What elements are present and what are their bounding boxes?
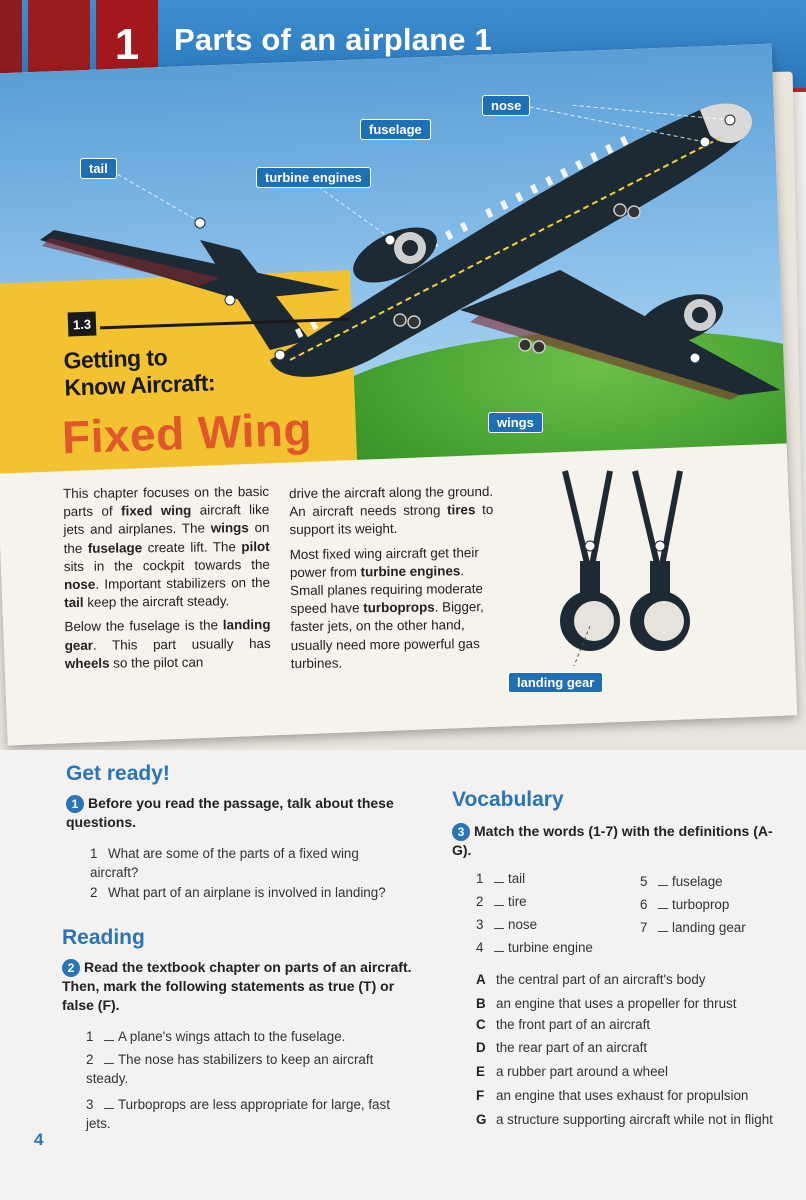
book-text-column-2 [289, 483, 495, 679]
answer-blank[interactable] [494, 928, 504, 929]
book-text-column-1 [63, 483, 271, 679]
get-ready-heading: Get ready! [66, 762, 170, 785]
definition-item [476, 1112, 773, 1127]
label-turbine-engines: turbine engines [256, 167, 371, 188]
label-fuselage: fuselage [360, 119, 431, 140]
vocab-word [476, 869, 525, 888]
definition-text: the front part of an aircraft [496, 1017, 651, 1032]
item-number: 6 [640, 897, 648, 912]
bold-term: nose [63, 576, 96, 593]
definition-text: a structure supporting aircraft while not in flight [496, 1112, 773, 1127]
text-run: create lift. The [142, 538, 242, 555]
item-text: tire [508, 894, 527, 909]
question-number: 1 [66, 795, 84, 813]
true-false-item [86, 1027, 426, 1046]
section-heading-line2: Know Aircraft: [64, 369, 216, 401]
vocab-word [640, 895, 729, 914]
text-run: keep the aircraft steady. [83, 593, 230, 611]
book-paragraph [289, 483, 494, 540]
item-number: 7 [640, 920, 648, 935]
chapter-title: Fixed Wing [61, 402, 313, 464]
answer-blank[interactable] [494, 905, 504, 906]
page-number: 4 [34, 1130, 44, 1149]
definition-item [476, 1040, 647, 1055]
definition-item [476, 1064, 668, 1079]
item-number: 2 [86, 1052, 94, 1067]
bold-term: tires [447, 502, 476, 518]
bold-term: turboprops [363, 599, 435, 616]
question-number: 3 [452, 823, 470, 841]
item-number: 2 [90, 885, 98, 900]
item-text: tail [508, 871, 526, 886]
answer-blank[interactable] [658, 908, 668, 909]
answer-blank[interactable] [494, 951, 504, 952]
vocab-word [640, 872, 723, 891]
definition-text: an engine that uses exhaust for propulsion [496, 1088, 749, 1103]
definition-letter: A [476, 972, 486, 987]
answer-blank[interactable] [494, 882, 504, 883]
text-run: . This part usually has [92, 635, 271, 653]
definition-item [476, 1017, 650, 1032]
page-title: Parts of an airplane 1 [174, 22, 492, 57]
item-number: 1 [476, 871, 484, 886]
bold-term: fuselage [87, 539, 143, 556]
definition-letter: D [476, 1040, 486, 1055]
item-number: 3 [86, 1097, 94, 1112]
item-text: The nose has stabilizers to keep an aircraft steady. [86, 1052, 374, 1086]
item-number: 1 [90, 846, 98, 861]
definition-letter: C [476, 1017, 486, 1032]
definition-letter: B [476, 996, 486, 1011]
question-number: 2 [62, 959, 80, 977]
vocab-word [640, 918, 746, 937]
text-run: . Important stabilizers on the [95, 574, 271, 592]
label-wings: wings [488, 412, 543, 433]
section-badge: 1.3 [68, 312, 97, 337]
vocabulary-heading: Vocabulary [452, 788, 564, 811]
bold-term: wings [210, 520, 249, 536]
question-3 [452, 822, 792, 860]
item-number: 3 [476, 917, 484, 932]
section-heading-line1: Getting to [63, 344, 168, 374]
text-run: aircraft like jets and airplanes. The [63, 502, 270, 538]
definition-letter: E [476, 1064, 485, 1079]
definition-item [476, 996, 736, 1011]
definition-item [476, 1088, 748, 1103]
item-text: nose [508, 917, 538, 932]
text-run: so the pilot can [109, 654, 204, 671]
text-run: to support its weight. [289, 502, 494, 538]
true-false-item [86, 1050, 416, 1088]
question-1 [66, 794, 406, 832]
answer-blank[interactable] [658, 931, 668, 932]
question-2 [62, 958, 412, 1015]
label-nose: nose [482, 95, 530, 116]
item-text: turboprop [672, 897, 730, 912]
item-text: landing gear [672, 920, 746, 935]
item-number: 1 [86, 1029, 94, 1044]
text-run: . Bigger, faster jets, on the other hand, usually need more powerful gas turbines. [290, 599, 484, 671]
vocab-word [476, 892, 527, 911]
definition-item [476, 972, 705, 987]
vocab-word [476, 938, 593, 957]
unit-number: 1 [96, 0, 158, 108]
item-text: What are some of the parts of a fixed wing aircraft? [90, 846, 359, 880]
reading-heading: Reading [62, 926, 145, 949]
definition-text: the central part of an aircraft's body [496, 972, 706, 987]
section-heading [63, 342, 215, 401]
landing-gear-illustration [520, 466, 720, 666]
text-run: drive the aircraft along the ground. An aircraft needs strong [289, 483, 494, 520]
bold-term: wheels [64, 655, 110, 671]
bold-term: turbine engines [360, 563, 461, 580]
bold-term: landing gear [64, 617, 271, 653]
text-run: Below the fuselage is the [64, 617, 223, 635]
bold-term: tail [64, 595, 84, 611]
definition-letter: G [476, 1112, 487, 1127]
definition-text: the rear part of an aircraft [496, 1040, 648, 1055]
answer-blank[interactable] [104, 1063, 114, 1064]
book-paragraph [290, 544, 495, 674]
item-number: 2 [476, 894, 484, 909]
answer-blank[interactable] [658, 885, 668, 886]
book-paragraph [64, 616, 271, 673]
definition-text: an engine that uses a propeller for thrust [496, 996, 737, 1011]
list-item [90, 883, 420, 902]
true-false-item [86, 1095, 416, 1133]
question-text: Before you read the passage, talk about these questions. [66, 795, 394, 830]
vocab-word [476, 915, 537, 934]
answer-blank[interactable] [104, 1108, 114, 1109]
item-text: A plane's wings attach to the fuselage. [118, 1029, 346, 1044]
question-text: Match the words (1-7) with the definitions (A-G). [452, 823, 773, 858]
book-paragraph [63, 483, 270, 613]
list-item [90, 844, 410, 882]
text-run: Most fixed wing aircraft get their power from [289, 544, 479, 580]
text-run: This chapter focuses on the basic parts of [63, 483, 270, 520]
item-number: 5 [640, 874, 648, 889]
text-run: on the [63, 520, 270, 556]
item-number: 4 [476, 940, 484, 955]
item-text: turbine engine [508, 940, 593, 955]
item-text: Turboprops are less appropriate for large, fast jets. [86, 1097, 390, 1131]
item-text: fuselage [672, 874, 723, 889]
answer-blank[interactable] [104, 1040, 114, 1041]
label-landing-gear: landing gear [508, 672, 603, 693]
text-run: sits in the cockpit towards the [63, 556, 270, 574]
label-tail: tail [80, 158, 117, 179]
bold-term: fixed wing [121, 502, 192, 519]
definition-text: a rubber part around a wheel [496, 1064, 668, 1079]
definition-letter: F [476, 1088, 485, 1103]
text-run: . Small planes requiring moderate speed have [290, 563, 483, 617]
item-text: What part of an airplane is involved in landing? [108, 885, 386, 900]
bold-term: pilot [241, 538, 270, 554]
question-text: Read the textbook chapter on parts of an aircraft. Then, mark the following statements as true (T) or false (F). [62, 959, 412, 1013]
